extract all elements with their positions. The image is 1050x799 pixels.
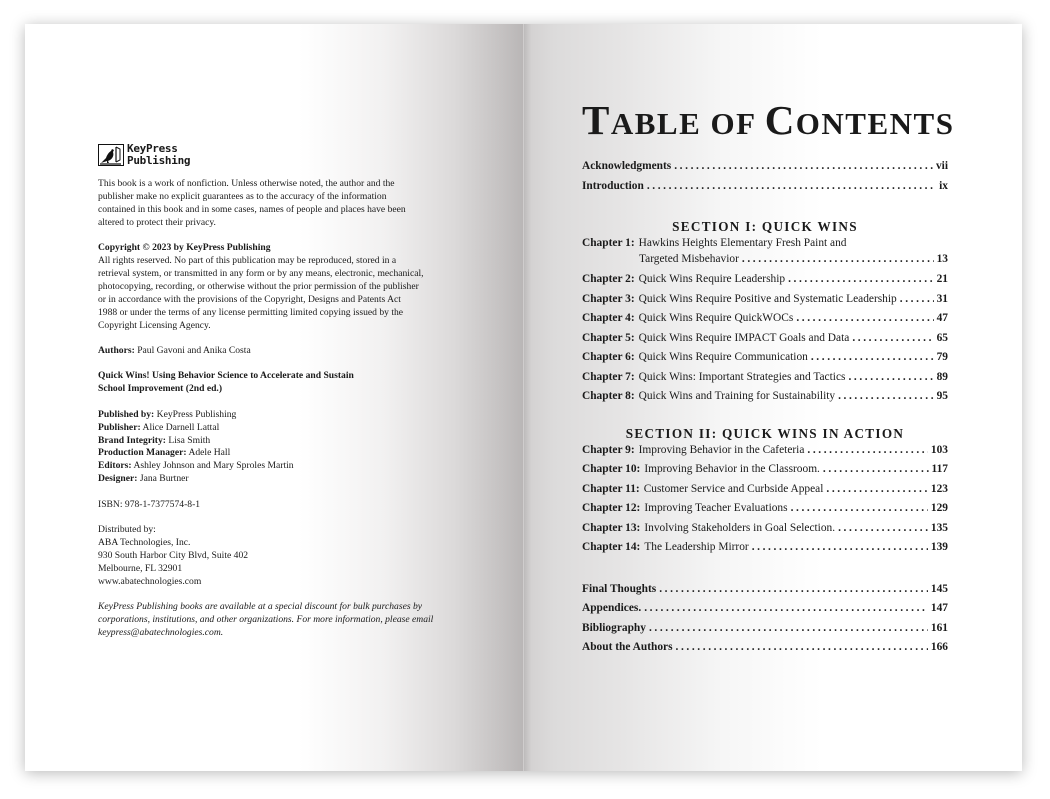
bulk-note-line: corporations, institutions, and other organizations. For more information, please email bbox=[98, 613, 434, 625]
credit-value: KeyPress Publishing bbox=[156, 408, 237, 420]
table-of-contents bbox=[582, 96, 955, 661]
toc-page-number: 65 bbox=[936, 331, 948, 344]
chapter-title: Quick Wins Require QuickWOCs bbox=[638, 312, 794, 324]
toc-title-initial: C bbox=[764, 97, 796, 143]
toc-entry-chapter-9[interactable] bbox=[582, 444, 948, 464]
toc-page-number: 139 bbox=[930, 541, 948, 553]
copyright-line: retrieval system, or transmitted in any form or by any means, electronic, mechanical, bbox=[98, 267, 424, 279]
leader-dots bbox=[848, 371, 933, 383]
copyright-heading: Copyright © 2023 by KeyPress Publishing bbox=[98, 242, 271, 254]
leader-dots bbox=[852, 332, 933, 344]
toc-entry-appendices[interactable] bbox=[582, 602, 948, 622]
distributor-line: 930 South Harbor City Blvd, Suite 402 bbox=[98, 549, 249, 561]
chapter-title: Customer Service and Curbside Appeal bbox=[643, 482, 824, 495]
leader-dots bbox=[791, 502, 928, 514]
toc-page-number: 161 bbox=[930, 621, 948, 634]
bird-in-window-icon bbox=[98, 144, 124, 166]
toc-entry-chapter-8[interactable] bbox=[582, 390, 948, 410]
distributor-block bbox=[98, 524, 438, 589]
chapter-title: Quick Wins: Important Strategies and Tactics bbox=[638, 370, 846, 383]
copyright-line: All rights reserved. No part of this publication may be reproduced, stored in a bbox=[98, 255, 397, 267]
chapter-label: Chapter 14: bbox=[582, 541, 641, 553]
authors-label: Authors: bbox=[98, 344, 135, 356]
toc-entry-chapter-7[interactable] bbox=[582, 371, 948, 391]
toc-entry-chapter-6[interactable] bbox=[582, 351, 948, 371]
bulk-note-email: keypress@abatechnologies.com. bbox=[98, 626, 224, 638]
toc-entry-chapter-12[interactable] bbox=[582, 502, 948, 522]
toc-entry-label: Introduction bbox=[582, 179, 644, 192]
chapter-label: Chapter 7: bbox=[582, 370, 635, 383]
toc-page-number: 103 bbox=[930, 443, 948, 456]
toc-entry-bibliography[interactable] bbox=[582, 622, 948, 642]
section-heading-2: SECTION II: QUICK WINS IN ACTION bbox=[625, 425, 905, 441]
chapter-label: Chapter 12: bbox=[582, 502, 641, 514]
toc-entry-chapter-13[interactable] bbox=[582, 522, 948, 542]
copyright-line: Copyright Licensing Agency. bbox=[98, 319, 211, 331]
toc-entry-final-thoughts[interactable] bbox=[582, 583, 948, 603]
toc-entry-label: About the Authors bbox=[582, 641, 673, 653]
credit-value: Adele Hall bbox=[188, 447, 231, 459]
toc-page-number: 145 bbox=[930, 582, 948, 595]
leader-dots bbox=[838, 522, 928, 534]
leader-dots bbox=[676, 641, 928, 653]
logo-line-1: KeyPress bbox=[127, 142, 178, 155]
copyright-page-content bbox=[98, 143, 438, 652]
leader-dots bbox=[838, 390, 934, 402]
isbn: ISBN: 978-1-7377574-8-1 bbox=[98, 498, 201, 510]
leader-dots bbox=[823, 463, 929, 475]
authors-value: Paul Gavoni and Anika Costa bbox=[137, 344, 251, 356]
toc-entry-introduction[interactable] bbox=[582, 180, 948, 200]
chapter-label: Chapter 3: bbox=[582, 292, 635, 305]
distributor-website: www.abatechnologies.com bbox=[98, 575, 202, 587]
copyright-paragraph bbox=[98, 242, 438, 332]
credit-label: Publisher: bbox=[98, 421, 141, 433]
credit-row bbox=[98, 409, 438, 422]
leader-dots bbox=[647, 180, 936, 192]
toc-page-number: 123 bbox=[930, 482, 948, 495]
book-title-line: School Improvement (2nd ed.) bbox=[98, 383, 223, 395]
toc-entry-chapter-3[interactable] bbox=[582, 293, 948, 313]
leader-dots bbox=[807, 444, 928, 456]
leader-dots bbox=[811, 351, 934, 363]
chapter-label: Chapter 13: bbox=[582, 521, 641, 534]
chapter-title: Improving Behavior in the Classroom. bbox=[644, 463, 820, 475]
leader-dots bbox=[752, 541, 928, 553]
book-title bbox=[98, 370, 438, 396]
toc-entry-chapter-4[interactable] bbox=[582, 312, 948, 332]
chapter-label: Chapter 10: bbox=[582, 463, 641, 475]
credit-label: Published by: bbox=[98, 408, 155, 420]
toc-entry-label: Bibliography bbox=[582, 621, 646, 634]
disclaimer-line: contained in this book and in some cases, names of people and places have been bbox=[98, 203, 406, 215]
toc-page-number: 47 bbox=[936, 312, 948, 324]
toc-entry-chapter-2[interactable] bbox=[582, 273, 948, 293]
credits-list bbox=[98, 409, 438, 486]
leader-dots bbox=[674, 160, 933, 172]
toc-title-part: ONTENTS bbox=[795, 106, 955, 141]
chapter-title: The Leadership Mirror bbox=[644, 541, 749, 553]
bulk-purchase-note bbox=[98, 601, 438, 640]
chapter-title: Quick Wins and Training for Sustainability bbox=[638, 390, 836, 402]
leader-dots bbox=[788, 273, 934, 285]
leader-dots bbox=[742, 253, 934, 265]
toc-page-number: 147 bbox=[930, 602, 948, 614]
credit-label: Production Manager: bbox=[98, 447, 187, 459]
toc-page-number: 135 bbox=[930, 521, 948, 534]
leader-dots bbox=[649, 622, 928, 634]
chapter-label: Chapter 2: bbox=[582, 273, 635, 285]
toc-entry-about-the-authors[interactable] bbox=[582, 641, 948, 661]
chapter-title: Improving Teacher Evaluations bbox=[644, 502, 788, 514]
chapter-title: Quick Wins Require Communication bbox=[638, 351, 808, 363]
toc-page-number: ix bbox=[939, 179, 948, 192]
credit-label: Brand Integrity: bbox=[98, 434, 166, 446]
distributor-line: ABA Technologies, Inc. bbox=[98, 536, 191, 548]
credit-row bbox=[98, 447, 438, 460]
credit-row bbox=[98, 422, 438, 435]
credit-value: Lisa Smith bbox=[168, 434, 211, 446]
chapter-label: Chapter 11: bbox=[582, 482, 640, 495]
toc-page-number: 95 bbox=[936, 390, 948, 402]
toc-page-number: 79 bbox=[936, 351, 948, 363]
credit-label: Editors: bbox=[98, 460, 132, 472]
leader-dots bbox=[644, 602, 928, 614]
copyright-line: 1988 or under the terms of any license permitting limited copying issued by the bbox=[98, 306, 404, 318]
toc-entry-chapter-1[interactable] bbox=[582, 237, 948, 270]
toc-page-number: 129 bbox=[930, 502, 948, 514]
chapter-label: Chapter 1: bbox=[582, 237, 635, 249]
chapter-label: Chapter 6: bbox=[582, 351, 635, 363]
toc-entry-label: Final Thoughts bbox=[582, 582, 657, 595]
toc-entry-label: Acknowledgments bbox=[582, 160, 672, 172]
publisher-logo bbox=[98, 143, 438, 166]
chapter-label: Chapter 5: bbox=[582, 331, 635, 344]
disclaimer-line: publisher make no explicit guarantees as to the accuracy of the information bbox=[98, 190, 387, 202]
credit-value: Jana Burtner bbox=[139, 473, 189, 485]
toc-page-number: 13 bbox=[936, 253, 948, 265]
credit-row bbox=[98, 473, 438, 486]
chapter-title: Involving Stakeholders in Goal Selection. bbox=[644, 521, 836, 534]
bulk-note-line: KeyPress Publishing books are available at a special discount for bulk purchases by bbox=[98, 601, 423, 613]
chapter-label: Chapter 9: bbox=[582, 443, 635, 456]
book-title-line: Quick Wins! Using Behavior Science to Accelerate and Sustain bbox=[98, 370, 354, 382]
distributor-line: Distributed by: bbox=[98, 524, 156, 536]
toc-page-number: 21 bbox=[936, 273, 948, 285]
credit-label: Designer: bbox=[98, 473, 138, 485]
chapter-title: Quick Wins Require Leadership bbox=[638, 273, 786, 285]
leader-dots bbox=[826, 483, 928, 495]
section-heading-1: SECTION I: QUICK WINS bbox=[672, 219, 858, 234]
chapter-title: Quick Wins Require IMPACT Goals and Data bbox=[638, 331, 850, 344]
authors-line bbox=[98, 345, 438, 358]
credit-value: Alice Darnell Lattal bbox=[142, 421, 220, 433]
toc-title-part: ABLE OF bbox=[610, 106, 765, 141]
leader-dots bbox=[796, 312, 933, 324]
copyright-line: photocopying, recording, or otherwise without the prior permission of the publisher bbox=[98, 280, 419, 292]
toc-page-number: 166 bbox=[930, 641, 948, 653]
toc-title bbox=[582, 96, 955, 148]
chapter-title: Improving Behavior in the Cafeteria bbox=[638, 443, 805, 456]
toc-page-number: 89 bbox=[936, 370, 948, 383]
toc-page-number: 117 bbox=[931, 463, 948, 475]
leader-dots bbox=[659, 583, 928, 595]
toc-page-number: vii bbox=[935, 160, 948, 172]
chapter-title: Hawkins Heights Elementary Fresh Paint and bbox=[638, 237, 847, 249]
copyright-line: or in accordance with the provisions of the Copyright, Designs and Patents Act bbox=[98, 293, 401, 305]
disclaimer-paragraph bbox=[98, 178, 438, 230]
credit-row bbox=[98, 460, 438, 473]
toc-entry-chapter-5[interactable] bbox=[582, 332, 948, 352]
disclaimer-line: This book is a work of nonfiction. Unless otherwise noted, the author and the bbox=[98, 178, 395, 189]
toc-entry-label: Appendices. bbox=[582, 602, 642, 614]
toc-entry-chapter-14[interactable] bbox=[582, 541, 948, 561]
toc-page-number: 31 bbox=[936, 292, 948, 305]
chapter-title: Quick Wins Require Positive and Systematic Leadership bbox=[638, 292, 897, 305]
toc-entry-chapter-10[interactable] bbox=[582, 463, 948, 483]
credit-row bbox=[98, 435, 438, 448]
disclaimer-line: altered to protect their privacy. bbox=[98, 216, 216, 228]
distributor-line: Melbourne, FL 32901 bbox=[98, 562, 183, 574]
toc-entry-chapter-11[interactable] bbox=[582, 483, 948, 503]
chapter-title-continued: Targeted Misbehavior bbox=[639, 253, 739, 265]
leader-dots bbox=[900, 293, 934, 305]
chapter-label: Chapter 8: bbox=[582, 390, 635, 402]
credit-value: Ashley Johnson and Mary Sproles Martin bbox=[133, 460, 294, 472]
toc-title-initial: T bbox=[582, 97, 611, 143]
chapter-label: Chapter 4: bbox=[582, 312, 635, 324]
logo-line-2: Publishing bbox=[127, 153, 191, 167]
toc-entry-acknowledgments[interactable] bbox=[582, 160, 948, 180]
